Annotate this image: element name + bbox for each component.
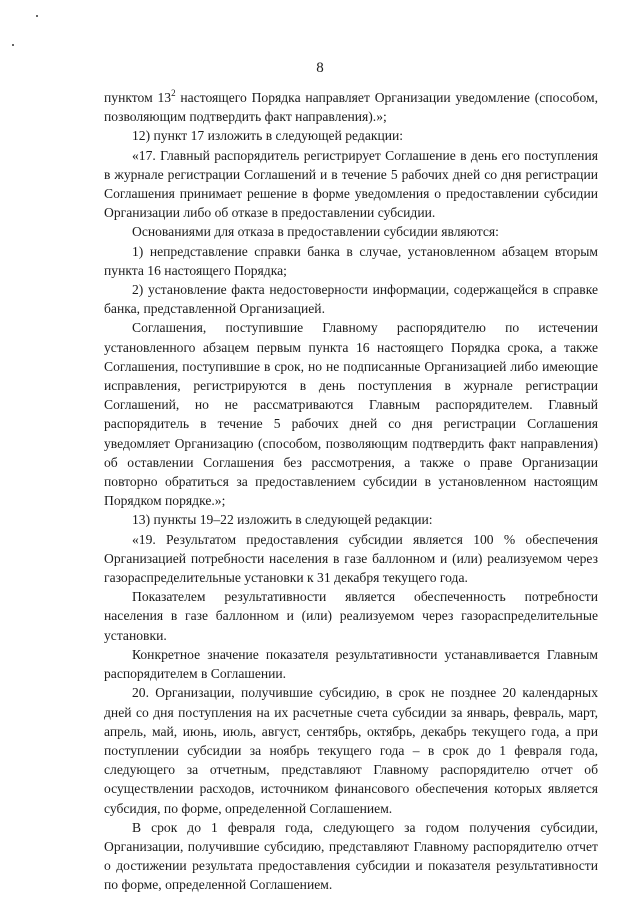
paragraph: Соглашения, поступившие Главному распорядителю по истечении установленного абзацем первым пункта 16 настоящего Порядка срока, а также Соглашения, поступившие в срок, но не подписанные Организацией либо имеющие исправления, регистрируются в день поступления в журнале регистрации Соглашений, но не рассматриваются Главным распорядителем. Главный распорядитель в течение 5 рабочих дней со дня регистрации Соглашения уведомляет Организацию (способом, позволяющим подтвердить факт направления) об оставлении Соглашения без рассмотрения, а также о праве Организации повторно обратиться за предоставлением субсидии в установленном настоящим Порядком порядке.»;: [104, 320, 598, 509]
paragraph: В срок до 1 февраля года, следующего за годом получения субсидии, Организации, получившие субсидию, представляют Главному распорядителю отчет о достижении результата предоставления субсидии и показателя результативности по форме, определенной Соглашением.: [104, 819, 598, 893]
scan-speck: [36, 15, 38, 17]
paragraph: 13) пункты 19–22 изложить в следующей редакции:: [132, 512, 433, 528]
page-number: 8: [316, 60, 324, 76]
scan-speck: [12, 44, 14, 46]
paragraph: 2) установление факта недостоверности информации, содержащейся в справке банка, представленной Организацией.: [104, 282, 598, 317]
paragraph: Показателем результативности является обеспеченность потребности населения в газе баллонном и (или) реализуемом через газораспределительные установки.: [104, 589, 598, 643]
paragraph: Конкретное значение показателя результативности устанавливается Главным распорядителем в Соглашении.: [104, 646, 598, 682]
paragraph: «17. Главный распорядитель регистрирует Соглашение в день его поступления в журнале регистрации Соглашений и в течение 5 рабочих дней со дня регистрации Соглашения принимает решение в форме уведомления о предоставлении субсидии Организации либо об отказе в предоставлении субсидии.: [104, 147, 598, 221]
document-body: [104, 88, 598, 895]
paragraph: 12) пункт 17 изложить в следующей редакции:: [132, 128, 404, 144]
paragraph: Основаниями для отказа в предоставлении субсидии являются:: [132, 224, 499, 240]
paragraph: «19. Результатом предоставления субсидии является 100 % обеспечения Организацией потребности населения в газе баллонном и (или) реализуемом через газораспределительные установки к 31 декабря текущего года.: [104, 531, 598, 586]
paragraph: 20. Организации, получившие субсидию, в срок не позднее 20 календарных дней со дня поступления на их расчетные счета субсидии за январь, февраль, март, апрель, май, июнь, июль, август, сентябрь, октябрь, декабрь текущего года, а при поступлении субсидии за ноябрь текущего года – в срок до 1 февраля года, следующего за отчетным, представляют Главному распорядителю отчет об осуществлении расходов, источником финансового обеспечения которых является субсидия, по форме, определенной Соглашением.: [104, 685, 598, 816]
superscript: 2: [171, 88, 176, 98]
paragraph: пунктом $13^2$ настоящего Порядка направляет Организации уведомление (способом, позволяющим подтвердить факт направления).»;: [104, 88, 598, 125]
paragraph: 1) непредставление справки банка в случае, установленном абзацем вторым пункта 16 настоящего Порядка;: [104, 243, 598, 278]
